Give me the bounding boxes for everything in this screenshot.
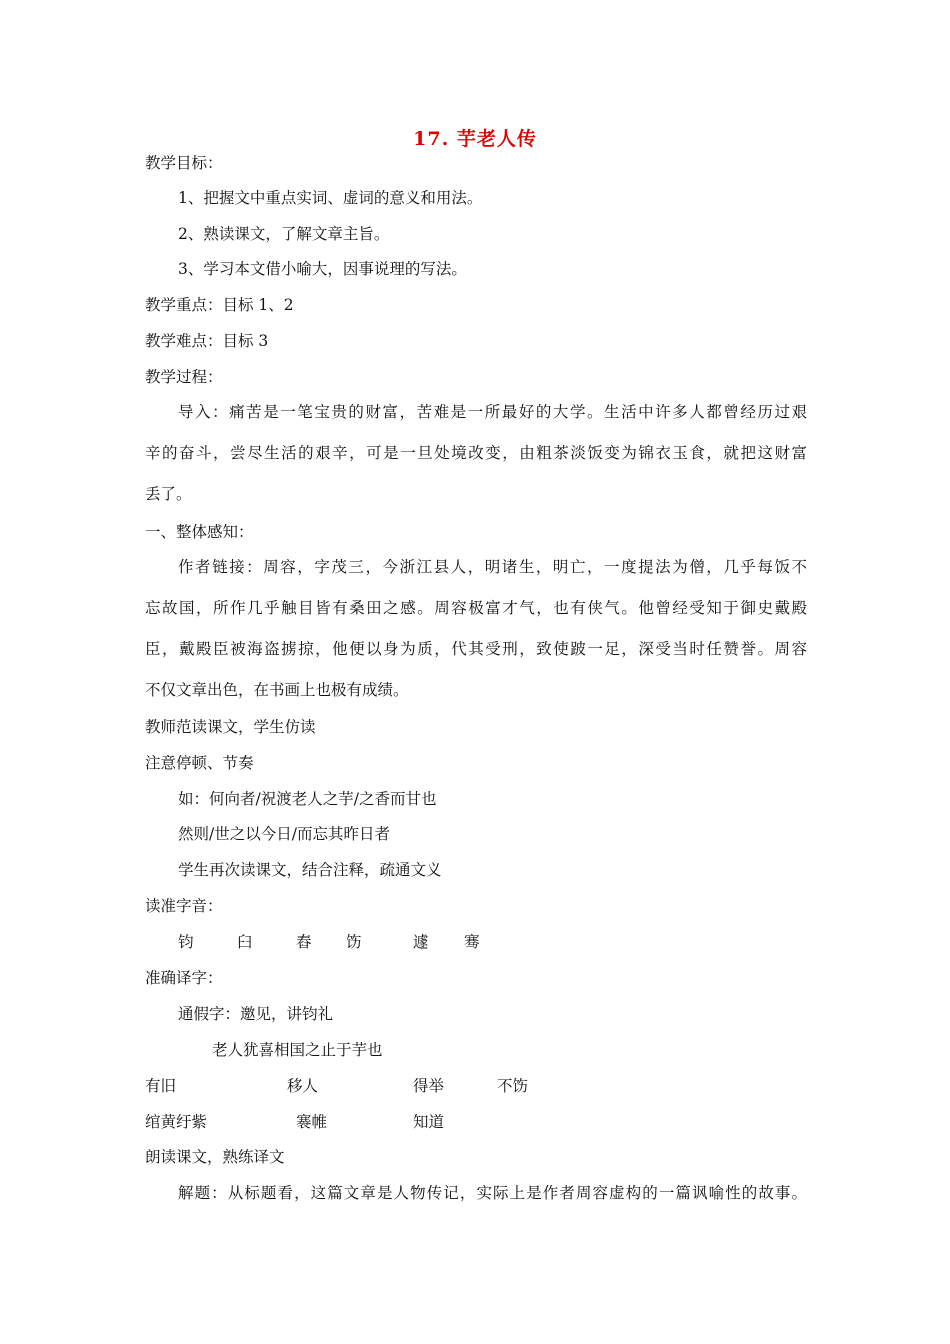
author-line-4: 不仅文章出色，在书画上也极有成绩。	[145, 681, 409, 699]
pronounce-word: 骞	[464, 933, 480, 951]
page-title: 17. 芋老人传	[413, 128, 537, 150]
tongjia-line-2: 老人犹喜相国之止于芋也	[212, 1041, 383, 1059]
vocab-word: 知道	[413, 1113, 445, 1131]
author-line-2: 忘故国，所作几乎触目皆有桑田之感。周容极富才气，也有侠气。他曾经受知于御史戴殿	[145, 599, 807, 617]
vocab-word: 绾黄纡紫	[145, 1113, 208, 1131]
read-demo: 教师范读课文，学生仿读	[145, 718, 316, 736]
goal-item-2: 2、熟读课文，了解文章主旨。	[178, 225, 390, 243]
example-2: 然则/世之以今日/而忘其昨日者	[178, 825, 390, 843]
tongjia-line: 通假字：邀见，讲钧礼	[178, 1005, 334, 1023]
goal-item-1: 1、把握文中重点实词、虚词的意义和用法。	[178, 189, 483, 207]
process-heading: 教学过程：	[145, 368, 223, 386]
intro-line-2: 辛的奋斗，尝尽生活的艰辛，可是一旦处境改变，由粗茶淡饭变为锦衣玉食，就把这财富	[145, 444, 807, 462]
pronounce-word: 臼	[237, 933, 253, 951]
pronounce-word: 遽	[413, 933, 429, 951]
intro-line-1: 导入：痛苦是一笔宝贵的财富，苦难是一所最好的大学。生活中许多人都曾经历过艰	[178, 403, 807, 421]
author-line-1: 作者链接：周容，字茂三，今浙江县人，明诸生，明亡，一度提法为僧，几乎每饭不	[178, 558, 807, 576]
section-heading-1: 一、整体感知：	[145, 523, 254, 541]
example-1: 如：何向者/祝渡老人之芋/之香而甘也	[178, 790, 437, 808]
author-line-3: 臣，戴殿臣被海盗掳掠，他便以身为质，代其受刑，致使跛一足，深受当时任赞誉。周容	[145, 640, 807, 658]
goals-heading: 教学目标：	[145, 154, 223, 172]
title-explain: 解题：从标题看，这篇文章是人物传记，实际上是作者周容虚构的一篇讽喻性的故事。	[178, 1184, 807, 1202]
goal-item-3: 3、学习本文借小喻大，因事说理的写法。	[178, 260, 467, 278]
pronounce-word: 钧	[178, 933, 194, 951]
reread-note: 学生再次读课文，结合注释，疏通文义	[178, 861, 442, 879]
intro-line-3: 丢了。	[145, 485, 192, 503]
vocab-word: 有旧	[145, 1077, 177, 1095]
key-points: 教学重点：目标 1、2	[145, 296, 294, 314]
difficulty: 教学难点：目标 3	[145, 332, 269, 350]
practice-note: 朗读课文，熟练译文	[145, 1148, 285, 1166]
vocab-word: 不饬	[497, 1077, 529, 1095]
pause-note: 注意停顿、节奏	[145, 754, 254, 772]
pronounce-heading: 读准字音：	[145, 897, 223, 915]
vocab-word: 移人	[287, 1077, 319, 1095]
vocab-word: 得举	[413, 1077, 445, 1095]
translate-heading: 准确译字：	[145, 969, 223, 987]
pronounce-word: 饬	[346, 933, 362, 951]
pronounce-word: 舂	[296, 933, 312, 951]
vocab-word: 褰帷	[296, 1113, 328, 1131]
